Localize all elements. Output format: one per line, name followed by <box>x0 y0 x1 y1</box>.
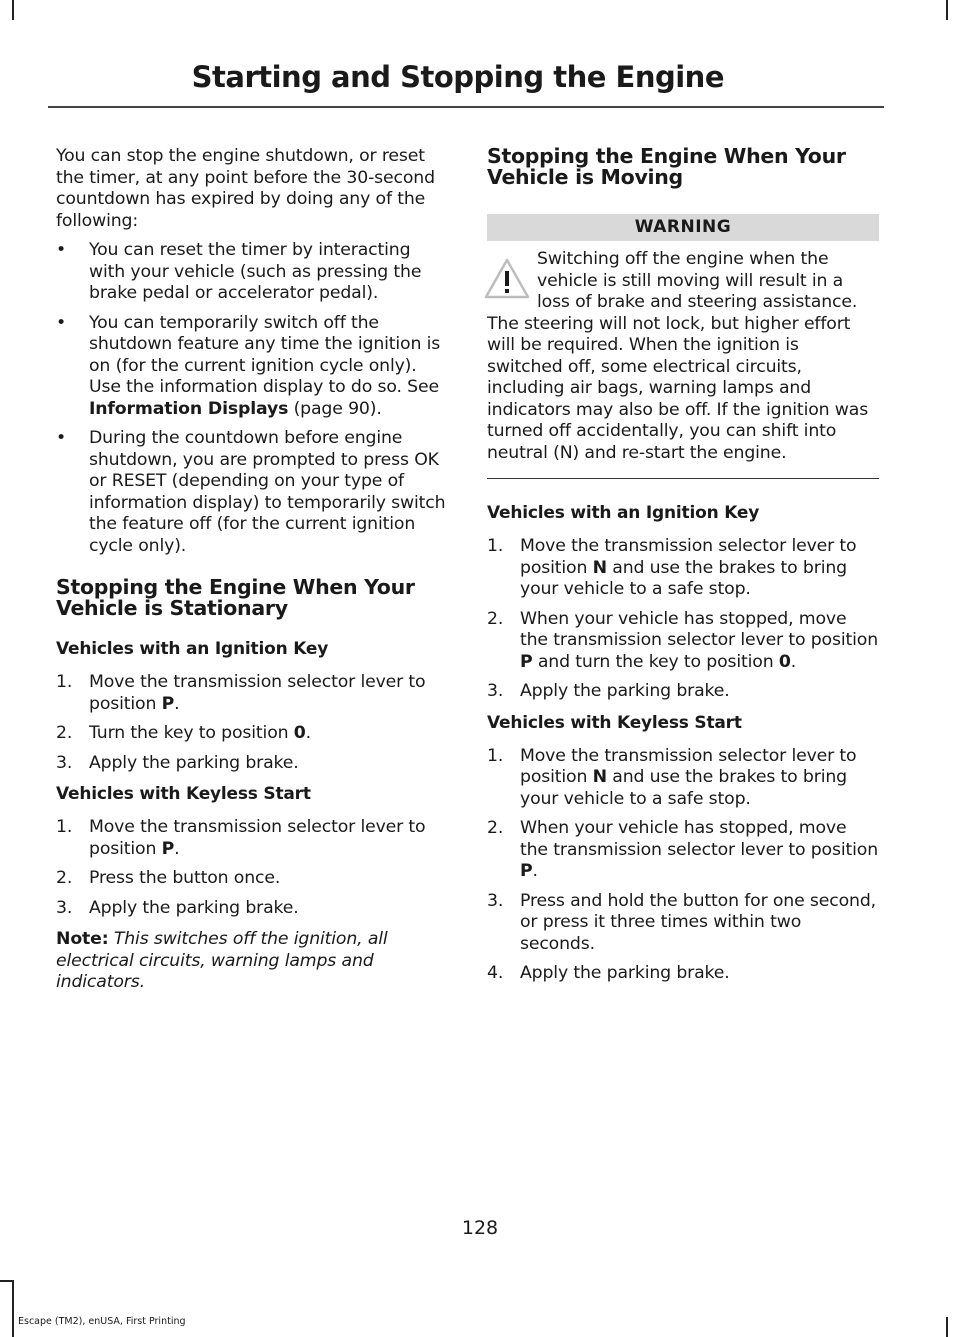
list-item-text: During the countdown before engine shutdown, you are prompted to press OK or RESET (depending on your type of information display) to temporarily switch the feature off (for the current ignition cycle only). <box>89 428 446 556</box>
step-item <box>487 609 879 674</box>
crop-mark <box>0 1280 14 1282</box>
step-item <box>487 746 879 811</box>
warning-triangle-icon <box>483 257 531 301</box>
page-title: Starting and Stopping the Engine <box>191 60 724 94</box>
position-code: N <box>592 767 607 787</box>
page-number: 128 <box>461 1217 499 1239</box>
step-text: When your vehicle has stopped, move the transmission selector lever to position <box>520 818 878 860</box>
step-text: Press the button once. <box>89 868 281 888</box>
step-number: 3. <box>487 681 504 701</box>
warning-box <box>487 249 879 479</box>
crop-mark <box>946 0 948 20</box>
step-number: 3. <box>56 752 73 773</box>
list-item <box>56 313 448 421</box>
step-item <box>56 753 448 775</box>
step-number: 1. <box>56 672 73 692</box>
cross-reference-link[interactable]: Information Displays <box>89 398 289 419</box>
list-item-text: You can temporarily switch off the shutdown feature any time the ignition is on (for the current ignition cycle only). Use the information display to do so. See <box>89 312 441 397</box>
step-number: 1. <box>56 817 73 837</box>
section-heading-stationary: Stopping the Engine When Your Vehicle is Stationary <box>56 575 415 620</box>
crop-mark <box>12 1280 14 1337</box>
step-item <box>56 672 448 715</box>
step-text: . <box>532 861 538 881</box>
step-text: and turn the key to position <box>532 651 779 672</box>
step-text: Move the transmission selector lever to position <box>520 536 857 578</box>
step-text: Apply the parking brake. <box>520 963 730 983</box>
step-number: 3. <box>56 897 73 918</box>
step-item <box>487 681 879 703</box>
step-text: Move the transmission selector lever to position <box>89 817 426 859</box>
warning-label: WARNING <box>487 214 879 241</box>
step-item <box>56 723 448 745</box>
position-code: 0 <box>778 651 791 672</box>
step-text: . <box>790 651 797 672</box>
subheading-keyless-start: Vehicles with Keyless Start <box>487 712 742 733</box>
step-item <box>487 963 879 985</box>
step-number: 2. <box>487 818 504 838</box>
step-item <box>56 898 448 920</box>
bullet-marker: • <box>56 428 67 448</box>
step-number: 2. <box>56 868 73 888</box>
step-text: Turn the key to position <box>89 723 294 743</box>
position-code: 0 <box>293 723 306 743</box>
note-text: This switches off the ignition, all electrical circuits, warning lamps and indicators. <box>56 929 388 992</box>
step-text: and use the brakes to bring your vehicle to a safe stop. <box>520 767 847 809</box>
step-number: 4. <box>487 963 504 983</box>
step-text: When your vehicle has stopped, move the transmission selector lever to position <box>520 608 878 650</box>
step-text: Apply the parking brake. <box>520 681 730 701</box>
step-text: . <box>305 723 311 743</box>
step-number: 3. <box>487 890 504 911</box>
list-item <box>56 240 448 305</box>
bullet-marker: • <box>56 312 67 333</box>
page-header <box>48 58 884 108</box>
step-text: Apply the parking brake. <box>89 752 299 773</box>
subheading-keyless-start: Vehicles with Keyless Start <box>56 784 311 804</box>
steps-keyless-start <box>487 746 879 985</box>
position-code: P <box>520 861 533 881</box>
step-number: 2. <box>56 723 73 743</box>
note-label: Note: <box>56 929 109 949</box>
step-number: 2. <box>487 608 504 629</box>
bullet-marker: • <box>56 240 67 260</box>
step-text: Press and hold the button for one second, or press it three times within two seconds. <box>520 890 876 954</box>
list-item <box>56 428 448 557</box>
position-code: P <box>161 693 175 714</box>
right-column <box>487 146 879 995</box>
position-code: P <box>520 651 533 672</box>
step-item <box>487 536 879 601</box>
crop-mark <box>946 1317 948 1337</box>
left-column <box>56 146 448 1002</box>
step-text: Apply the parking brake. <box>89 897 299 918</box>
warning-text: Switching off the engine when the vehicle is still moving will result in a loss of brake and steering assistance. The steering will not lock, but higher effort will be required. When the ignition is switched off, some electrical circuits, including air bags, warning lamps and indicators may also be off. If the ignition was turned off accidentally, you can shift into neutral (N) and re-start the engine. <box>487 249 869 463</box>
edition-footer: Escape (TM2), enUSA, First Printing <box>18 1316 186 1327</box>
steps-ignition-key <box>487 536 879 703</box>
intro-paragraph: You can stop the engine shutdown, or reset the timer, at any point before the 30-second countdown has expired by doing any of the following: <box>56 146 435 231</box>
crop-mark <box>12 0 14 20</box>
step-item <box>56 817 448 860</box>
step-text: and use the brakes to bring your vehicle to a safe stop. <box>520 557 847 599</box>
step-text: Move the transmission selector lever to position <box>520 745 857 787</box>
steps-keyless-start <box>56 817 448 919</box>
step-number: 1. <box>487 536 504 556</box>
step-item <box>487 891 879 956</box>
list-item-text: You can reset the timer by interacting with your vehicle (such as pressing the brake pedal or accelerator pedal). <box>89 240 422 303</box>
step-number: 1. <box>487 745 504 766</box>
note <box>56 929 448 994</box>
section-heading-moving: Stopping the Engine When Your Vehicle is Moving <box>487 144 846 189</box>
reset-options-list <box>56 240 448 557</box>
steps-ignition-key <box>56 672 448 774</box>
step-item <box>56 868 448 890</box>
step-text: . <box>174 838 180 859</box>
position-code: N <box>592 557 607 578</box>
step-item <box>487 818 879 883</box>
position-code: P <box>161 838 175 859</box>
subheading-ignition-key: Vehicles with an Ignition Key <box>487 503 760 523</box>
step-text: . <box>174 693 180 714</box>
step-text: Move the transmission selector lever to position <box>89 672 426 714</box>
subheading-ignition-key: Vehicles with an Ignition Key <box>56 639 329 659</box>
list-item-text: (page 90). <box>288 398 382 419</box>
